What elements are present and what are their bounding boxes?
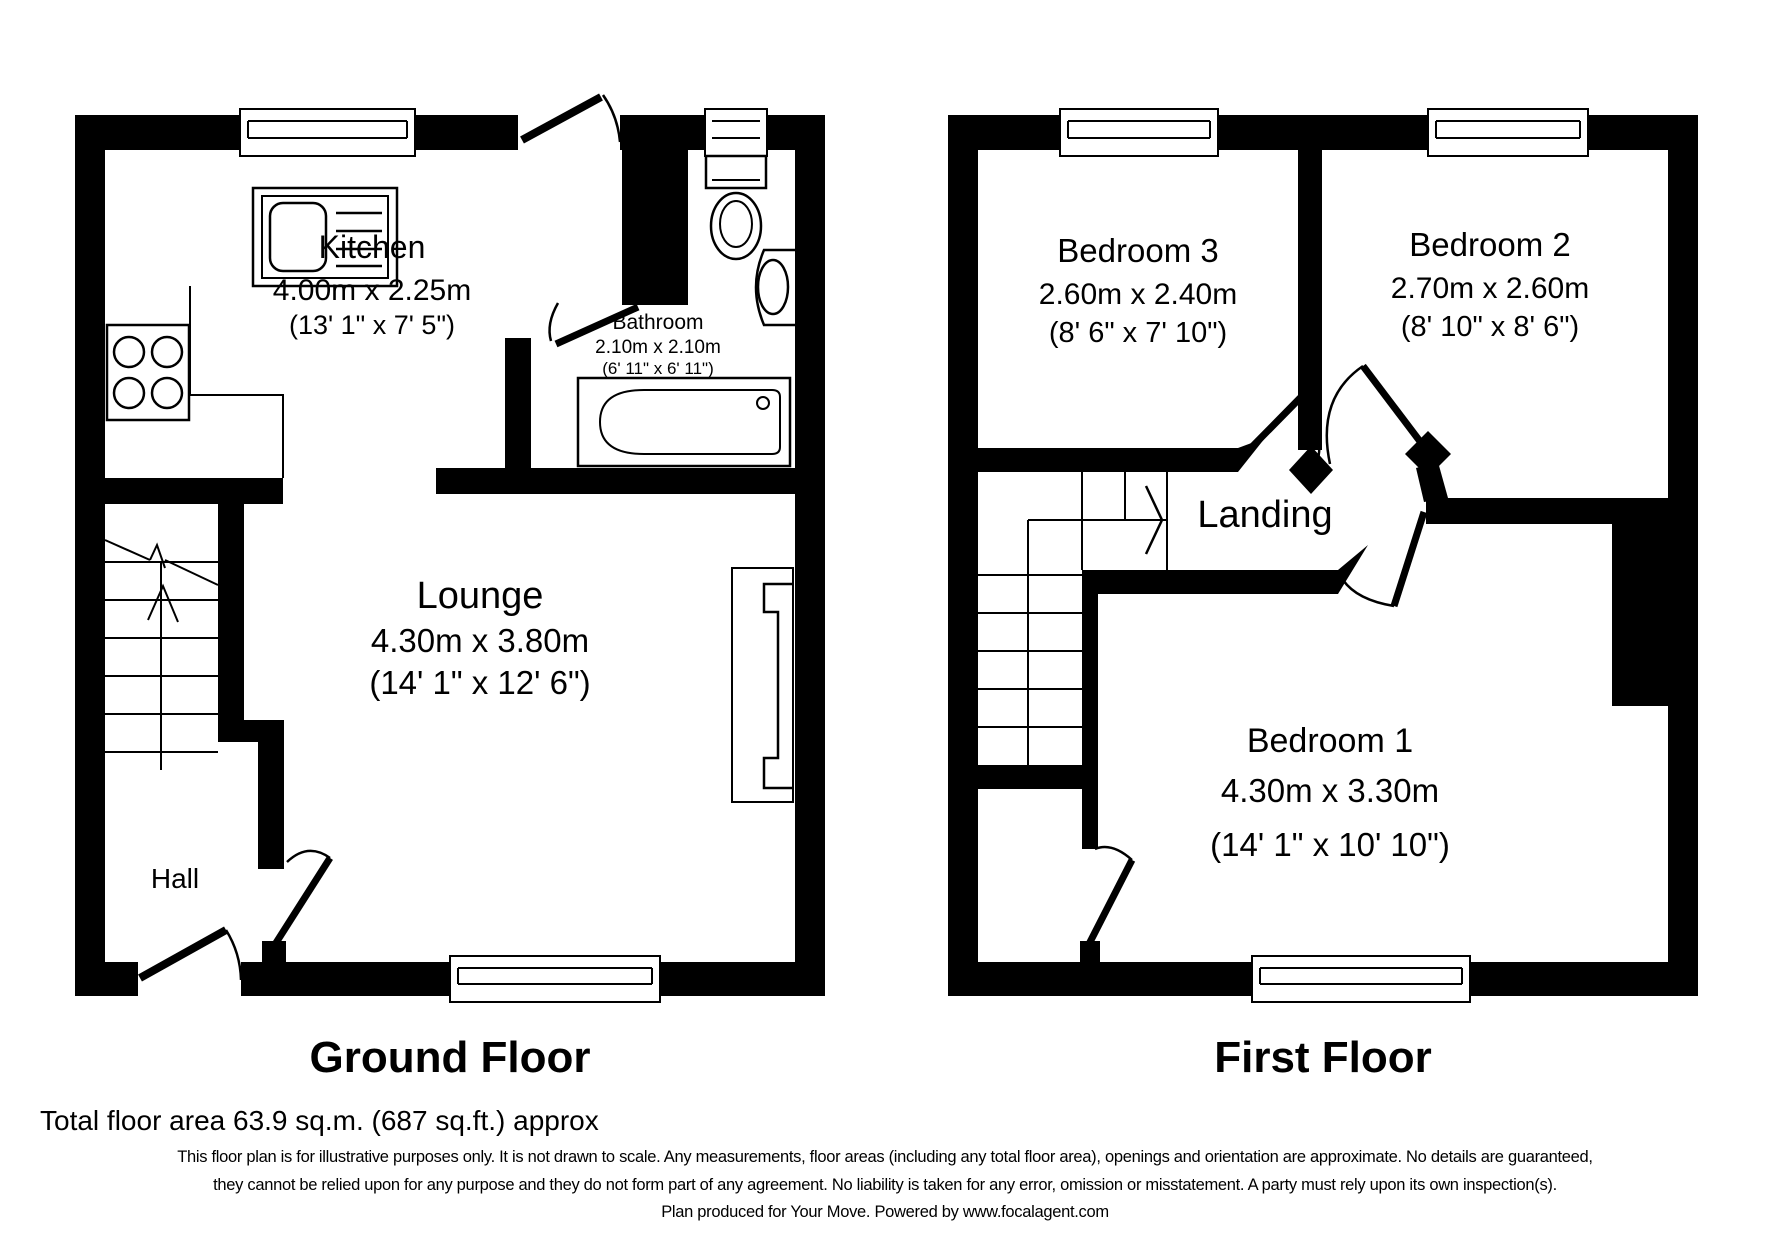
kitchen-metric: 4.00m x 2.25m (272, 274, 472, 307)
bedroom1-imperial: (14' 1" x 10' 10") (1210, 826, 1450, 863)
total-floor-area: Total floor area 63.9 sq.m. (687 sq.ft.) approx (40, 1105, 599, 1136)
bedroom1-label: Bedroom 1 (1246, 722, 1414, 760)
front-door (140, 930, 241, 980)
kitchen-hob (107, 325, 189, 420)
bedroom1-window (1252, 956, 1470, 1002)
lounge-metric: 4.30m x 3.80m (370, 622, 590, 659)
kitchen-label: Kitchen (318, 229, 426, 265)
toilet (706, 156, 766, 259)
lounge-label: Lounge (416, 575, 544, 617)
disclaimer-line-2: they cannot be relied upon for any purpose and they do not form part of any agreement. No liability is taken for any error, omission or misstatement. A party must rely upon its own inspection(s). (213, 1176, 1557, 1194)
disclaimer-line-1: This floor plan is for illustrative purposes only. It is not drawn to scale. Any measurements, floor areas (including any total floor area), openings and orientation are approximate. No details are guaranteed, (177, 1148, 1593, 1166)
footer (40, 1033, 1593, 1221)
bedroom3-metric: 2.60m x 2.40m (1038, 278, 1238, 311)
landing-label: Landing (1197, 494, 1333, 536)
bedroom3-imperial: (8' 6" x 7' 10") (1048, 317, 1228, 349)
kitchen-counter-edge (190, 286, 283, 478)
cupboard-door (1088, 847, 1132, 946)
bedroom2-window (1428, 109, 1588, 156)
lounge-imperial: (14' 1" x 12' 6") (369, 664, 591, 701)
kitchen-window (240, 109, 415, 156)
lounge-window (450, 956, 660, 1002)
ground-floor-plan (75, 95, 825, 1002)
wash-basin (756, 250, 795, 325)
kitchen-imperial: (13' 1" x 7' 5") (288, 310, 456, 340)
bathroom-label: Bathroom (612, 311, 704, 334)
bedroom3-window (1060, 109, 1218, 156)
bedroom2-metric: 2.70m x 2.60m (1390, 272, 1590, 305)
bedroom2-imperial: (8' 10" x 8' 6") (1400, 311, 1580, 343)
disclaimer-line-3: Plan produced for Your Move. Powered by www.focalagent.com (661, 1203, 1109, 1221)
bathtub (578, 378, 790, 466)
bedroom3-label: Bedroom 3 (1057, 232, 1219, 269)
back-door (522, 95, 620, 142)
first-floor-title: First Floor (1214, 1033, 1432, 1082)
lounge-fireplace (732, 568, 793, 802)
bedroom2-label: Bedroom 2 (1409, 226, 1571, 263)
bathroom-imperial: (6' 11" x 6' 11") (602, 359, 714, 378)
ground-floor-stairs (105, 540, 218, 770)
first-floor-plan (948, 109, 1698, 1002)
bathroom-window (705, 109, 767, 156)
bedroom1-metric: 4.30m x 3.30m (1220, 772, 1440, 809)
ground-floor-title: Ground Floor (309, 1033, 591, 1082)
hall-label: Hall (150, 863, 200, 894)
first-floor-stairs (978, 472, 1167, 765)
bathroom-metric: 2.10m x 2.10m (595, 337, 721, 358)
